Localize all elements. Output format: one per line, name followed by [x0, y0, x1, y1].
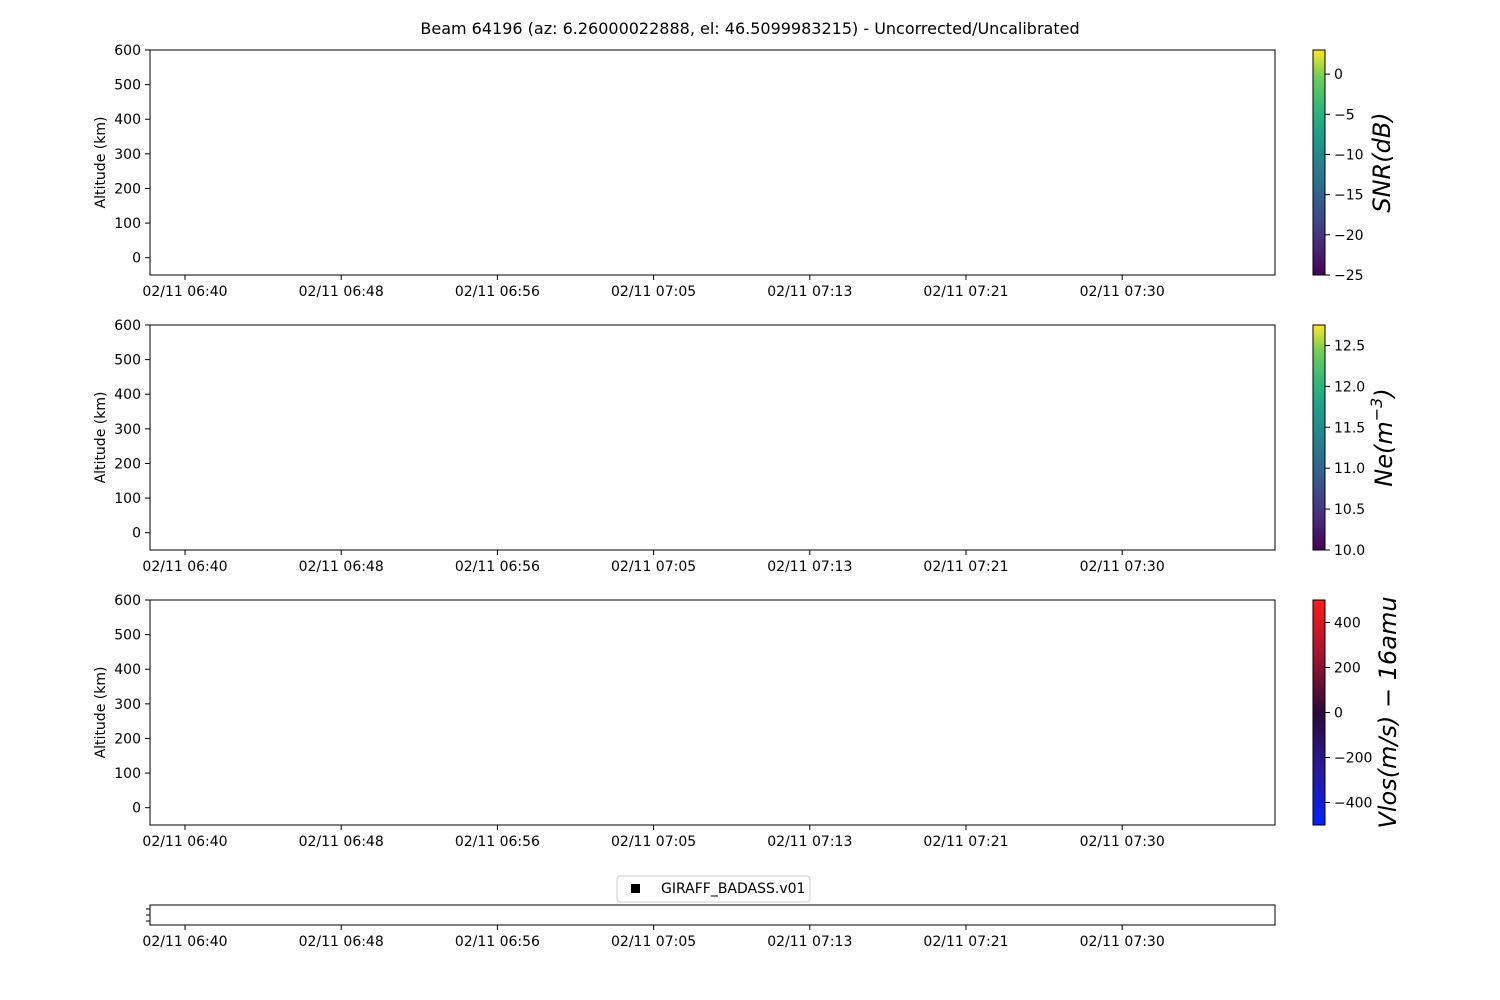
colorbar-label: Vlos(m/s) − 16amu [1374, 596, 1402, 829]
x-axis [142, 925, 1164, 950]
y-tick-label: 200 [114, 731, 141, 748]
colorbar-tick-label: 0 [1334, 705, 1343, 722]
colorbar-tick-label: 10.5 [1334, 502, 1366, 519]
x-tick-label: 02/11 06:48 [298, 559, 384, 575]
colorbar-tick-label: −400 [1334, 795, 1373, 812]
colorbar-axis [1325, 616, 1372, 812]
x-tick-label: 02/11 06:56 [454, 284, 540, 300]
x-tick-label: 02/11 06:48 [298, 934, 384, 950]
y-tick-label: 100 [114, 766, 141, 783]
y-tick-label: 200 [114, 181, 141, 198]
colorbar-axis [1325, 67, 1364, 284]
colorbar-tick-label: 10.0 [1334, 543, 1366, 559]
y-tick-label: 500 [114, 77, 141, 94]
legend [617, 876, 810, 902]
y-tick-label: 0 [132, 525, 141, 542]
x-tick-label: 02/11 07:13 [767, 284, 853, 300]
colorbar-tick-label: −200 [1334, 750, 1373, 767]
x-tick-label: 02/11 07:05 [611, 559, 697, 575]
x-tick-label: 02/11 07:30 [1079, 934, 1165, 950]
colorbar-tick-label: 200 [1334, 660, 1361, 677]
colorbar-tick-label: 12.0 [1334, 379, 1366, 396]
y-axis-label: Altitude (km) [93, 391, 109, 484]
plot-area [150, 325, 1275, 550]
panel-timeline [142, 905, 1275, 950]
y-tick-label: 0 [132, 250, 141, 267]
y-tick-label: 400 [114, 112, 141, 129]
y-tick-label: 0 [132, 800, 141, 817]
x-tick-label: 02/11 07:05 [611, 284, 697, 300]
plot-area [150, 600, 1275, 825]
colorbar [1313, 50, 1325, 275]
x-tick-label: 02/11 06:48 [298, 284, 384, 300]
y-tick-label: 600 [114, 43, 141, 59]
x-tick-label: 02/11 06:56 [454, 934, 540, 950]
x-tick-label: 02/11 07:21 [923, 834, 1009, 850]
y-tick-label: 600 [114, 318, 141, 334]
y-tick-label: 300 [114, 146, 141, 163]
colorbar-tick-label: 11.5 [1334, 420, 1366, 437]
x-tick-label: 02/11 06:40 [142, 834, 228, 850]
x-tick-label: 02/11 07:30 [1079, 559, 1165, 575]
y-axis-label: Altitude (km) [93, 116, 109, 209]
colorbar [1313, 600, 1325, 825]
colorbar-tick-label: −10 [1334, 147, 1364, 164]
y-tick-label: 200 [114, 456, 141, 473]
y-tick-label: 100 [114, 491, 141, 508]
legend-entry-label: GIRAFF_BADASS.v01 [661, 881, 806, 897]
y-tick-label: 400 [114, 662, 141, 679]
x-tick-label: 02/11 06:56 [454, 834, 540, 850]
x-tick-label: 02/11 06:56 [454, 559, 540, 575]
y-axis [114, 593, 150, 817]
x-tick-label: 02/11 07:21 [923, 284, 1009, 300]
colorbar-tick-label: −25 [1334, 268, 1364, 284]
colorbar-tick-label: 11.0 [1334, 461, 1366, 478]
colorbar-label: SNR(dB) [1368, 112, 1396, 213]
x-tick-label: 02/11 06:40 [142, 284, 228, 300]
y-tick-label: 100 [114, 216, 141, 233]
colorbar-tick-label: 12.5 [1334, 338, 1366, 355]
y-tick-label: 600 [114, 593, 141, 609]
panel-vlos [93, 593, 1402, 850]
x-tick-label: 02/11 07:30 [1079, 834, 1165, 850]
colorbar-tick-label: −5 [1334, 107, 1355, 124]
x-tick-label: 02/11 07:13 [767, 834, 853, 850]
plot-area [150, 905, 1275, 925]
x-axis [142, 825, 1164, 850]
x-axis [142, 550, 1164, 575]
x-tick-label: 02/11 07:13 [767, 934, 853, 950]
y-tick-label: 300 [114, 421, 141, 438]
y-tick-label: 400 [114, 387, 141, 404]
x-tick-label: 02/11 07:05 [611, 834, 697, 850]
colorbar-tick-label: −20 [1334, 227, 1364, 244]
x-tick-label: 02/11 06:48 [298, 834, 384, 850]
x-tick-label: 02/11 06:40 [142, 559, 228, 575]
colorbar-label: $Ne(m^{-3})$ [1367, 388, 1398, 487]
x-tick-label: 02/11 07:21 [923, 934, 1009, 950]
panel-snr [93, 43, 1396, 300]
panel-ne [93, 318, 1398, 575]
y-axis [114, 43, 150, 267]
legend-marker-square [631, 884, 640, 893]
y-tick-label: 300 [114, 696, 141, 713]
colorbar [1313, 325, 1325, 550]
colorbar-tick-label: 0 [1334, 67, 1343, 84]
chart-title: Beam 64196 (az: 6.26000022888, el: 46.5099983215) - Uncorrected/Uncalibrated [420, 19, 1080, 38]
colorbar-tick-label: 400 [1334, 615, 1361, 632]
x-tick-label: 02/11 07:13 [767, 559, 853, 575]
x-tick-label: 02/11 07:21 [923, 559, 1009, 575]
x-axis [142, 275, 1164, 300]
plot-area [150, 50, 1275, 275]
x-tick-label: 02/11 07:05 [611, 934, 697, 950]
x-tick-label: 02/11 07:30 [1079, 284, 1165, 300]
y-tick-label: 500 [114, 627, 141, 644]
y-axis [114, 318, 150, 542]
y-axis-label: Altitude (km) [93, 666, 109, 759]
x-tick-label: 02/11 06:40 [142, 934, 228, 950]
y-tick-label: 500 [114, 352, 141, 369]
colorbar-tick-label: −15 [1334, 187, 1364, 204]
colorbar-axis [1325, 338, 1365, 559]
